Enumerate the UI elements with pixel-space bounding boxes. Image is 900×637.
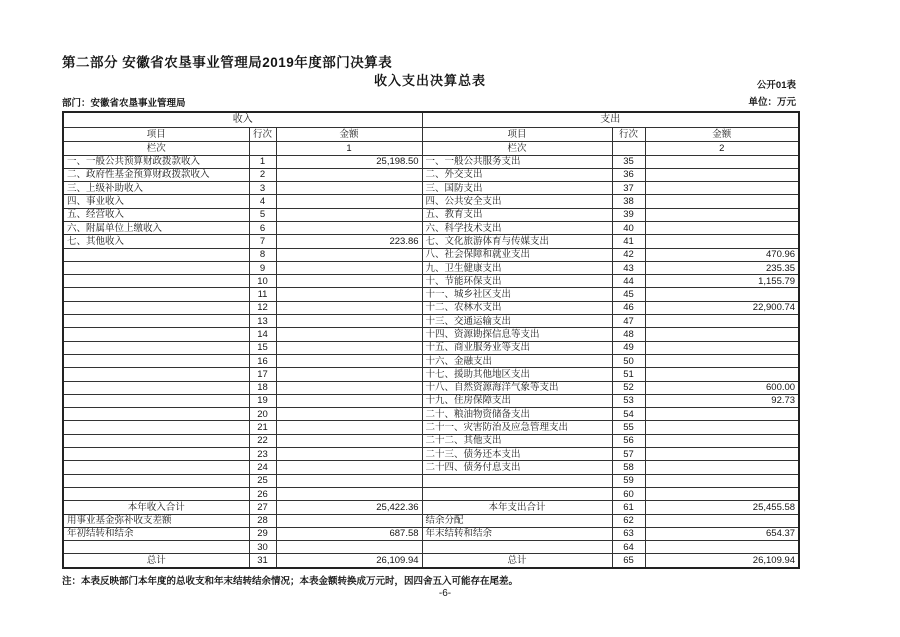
- table-title: 收入支出决算总表: [373, 73, 486, 88]
- income-section-header: 收入: [63, 112, 422, 127]
- income-item-cell: 总计: [63, 554, 249, 568]
- income-item-cell: 六、附属单位上缴收入: [63, 221, 249, 234]
- income-item-cell: [63, 448, 249, 461]
- income-amount-cell: [276, 195, 422, 208]
- expense-item-cell: 一、一般公共服务支出: [422, 155, 612, 168]
- income-amount-cell: [276, 328, 422, 341]
- income-amount-cell: [276, 261, 422, 274]
- income-amount-cell: [276, 541, 422, 554]
- income-item-cell: 三、上级补助收入: [63, 182, 249, 195]
- expense-item-cell: 本年支出合计: [422, 501, 612, 514]
- expense-line-cell: 37: [612, 182, 645, 195]
- income-line-cell: 5: [249, 208, 276, 221]
- expense-line-cell: 64: [612, 541, 645, 554]
- income-line-cell: 6: [249, 221, 276, 234]
- expense-line-cell: 51: [612, 368, 645, 381]
- expense-item-cell: 三、国防支出: [422, 182, 612, 195]
- income-item-cell: 五、经营收入: [63, 208, 249, 221]
- income-line-cell: 7: [249, 235, 276, 248]
- income-item-cell: [63, 541, 249, 554]
- income-line-cell: 22: [249, 434, 276, 447]
- income-item-cell: [63, 368, 249, 381]
- expense-section-header: 支出: [422, 112, 799, 127]
- table-row: [63, 261, 799, 274]
- expense-amount-cell: [645, 434, 799, 447]
- income-item-cell: 七、其他收入: [63, 235, 249, 248]
- expense-line-cell: 50: [612, 354, 645, 367]
- expense-item-cell: 十八、自然资源海洋气象等支出: [422, 381, 612, 394]
- income-item-cell: [63, 354, 249, 367]
- income-item-cell: [63, 315, 249, 328]
- income-line-cell: 2: [249, 168, 276, 181]
- expense-amount-cell: [645, 341, 799, 354]
- table-row: [63, 461, 799, 474]
- income-amount-cell: [276, 474, 422, 487]
- income-line-cell: 31: [249, 554, 276, 568]
- expense-index-label: 栏次: [422, 141, 612, 155]
- expense-item-cell: 十四、资源勘探信息等支出: [422, 328, 612, 341]
- income-item-cell: [63, 261, 249, 274]
- expense-amount-cell: [645, 221, 799, 234]
- expense-item-cell: 二十三、债务还本支出: [422, 448, 612, 461]
- expense-line-cell: 44: [612, 275, 645, 288]
- expense-item-cell: 十二、农林水支出: [422, 301, 612, 314]
- expense-item-cell: 八、社会保障和就业支出: [422, 248, 612, 261]
- table-row: [63, 448, 799, 461]
- income-line-cell: 25: [249, 474, 276, 487]
- income-col-item-header: 项目: [63, 127, 249, 141]
- income-line-cell: 9: [249, 261, 276, 274]
- table-row: [63, 554, 799, 568]
- expense-amount-cell: [645, 461, 799, 474]
- table-row: [63, 182, 799, 195]
- expense-col-amount-header: 金额: [645, 127, 799, 141]
- table-row: [63, 235, 799, 248]
- income-amount-cell: [276, 354, 422, 367]
- income-line-cell: 16: [249, 354, 276, 367]
- table-row: [63, 501, 799, 514]
- expense-line-cell: 60: [612, 487, 645, 500]
- expense-amount-cell: [645, 315, 799, 328]
- expense-item-cell: 六、科学技术支出: [422, 221, 612, 234]
- income-line-cell: 24: [249, 461, 276, 474]
- expense-item-cell: 总计: [422, 554, 612, 568]
- expense-amount-cell: 654.37: [645, 527, 799, 540]
- income-amount-cell: [276, 315, 422, 328]
- expense-line-cell: 54: [612, 408, 645, 421]
- income-index-line-empty: [249, 141, 276, 155]
- income-item-cell: 本年收入合计: [63, 501, 249, 514]
- income-index-label: 栏次: [63, 141, 249, 155]
- expense-line-cell: 36: [612, 168, 645, 181]
- expense-item-cell: 七、文化旅游体育与传媒支出: [422, 235, 612, 248]
- expense-item-cell: [422, 487, 612, 500]
- expense-amount-cell: 1,155.79: [645, 275, 799, 288]
- expense-line-cell: 53: [612, 394, 645, 407]
- expense-line-cell: 62: [612, 514, 645, 527]
- expense-col-item-header: 项目: [422, 127, 612, 141]
- expense-column-number: 2: [645, 141, 799, 155]
- income-amount-cell: [276, 221, 422, 234]
- footnote: 注：本表反映部门本年度的总收支和年末结转结余情况；本表金额转换成万元时，因四舍五入可能存在尾差。: [62, 576, 519, 587]
- income-amount-cell: [276, 208, 422, 221]
- expense-item-cell: 二十、粮油物资储备支出: [422, 408, 612, 421]
- expense-line-cell: 48: [612, 328, 645, 341]
- table-row: [63, 368, 799, 381]
- expense-line-cell: 65: [612, 554, 645, 568]
- expense-item-cell: 十五、商业服务业等支出: [422, 341, 612, 354]
- expense-line-cell: 52: [612, 381, 645, 394]
- expense-line-cell: 45: [612, 288, 645, 301]
- table-row: [63, 487, 799, 500]
- expense-amount-cell: [645, 354, 799, 367]
- table-row: [63, 328, 799, 341]
- income-item-cell: [63, 301, 249, 314]
- table-row: [63, 208, 799, 221]
- table-row: [63, 354, 799, 367]
- income-amount-cell: [276, 514, 422, 527]
- table-row: [63, 434, 799, 447]
- expense-line-cell: 42: [612, 248, 645, 261]
- income-amount-cell: [276, 275, 422, 288]
- income-line-cell: 26: [249, 487, 276, 500]
- table-row: [63, 474, 799, 487]
- income-line-cell: 11: [249, 288, 276, 301]
- expense-line-cell: 49: [612, 341, 645, 354]
- expense-item-cell: 二十四、债务付息支出: [422, 461, 612, 474]
- income-line-cell: 30: [249, 541, 276, 554]
- expense-amount-cell: 470.96: [645, 248, 799, 261]
- expense-item-cell: 四、公共安全支出: [422, 195, 612, 208]
- document-title: 第二部分 安徽省农垦事业管理局2019年度部门决算表: [62, 55, 393, 70]
- expense-item-cell: 十六、金融支出: [422, 354, 612, 367]
- income-line-cell: 3: [249, 182, 276, 195]
- income-amount-cell: [276, 301, 422, 314]
- income-line-cell: 20: [249, 408, 276, 421]
- income-amount-cell: [276, 381, 422, 394]
- table-code-label: 公开01表: [756, 80, 796, 91]
- income-amount-cell: [276, 288, 422, 301]
- expense-line-cell: 46: [612, 301, 645, 314]
- expense-line-cell: 40: [612, 221, 645, 234]
- expense-item-cell: 十三、交通运输支出: [422, 315, 612, 328]
- income-item-cell: 二、政府性基金预算财政拨款收入: [63, 168, 249, 181]
- expense-line-cell: 57: [612, 448, 645, 461]
- table-row: [63, 541, 799, 554]
- income-amount-cell: 687.58: [276, 527, 422, 540]
- income-item-cell: 用事业基金弥补收支差额: [63, 514, 249, 527]
- income-amount-cell: [276, 408, 422, 421]
- column-header-row: [63, 127, 799, 141]
- expense-amount-cell: [645, 421, 799, 434]
- expense-amount-cell: [645, 182, 799, 195]
- table-row: [63, 527, 799, 540]
- expense-line-cell: 63: [612, 527, 645, 540]
- income-line-cell: 14: [249, 328, 276, 341]
- expense-amount-cell: [645, 487, 799, 500]
- expense-amount-cell: 92.73: [645, 394, 799, 407]
- expense-amount-cell: 26,109.94: [645, 554, 799, 568]
- table-row: [63, 155, 799, 168]
- income-amount-cell: [276, 182, 422, 195]
- income-item-cell: 年初结转和结余: [63, 527, 249, 540]
- expense-item-cell: [422, 474, 612, 487]
- expense-amount-cell: [645, 195, 799, 208]
- table-row: [63, 341, 799, 354]
- expense-amount-cell: [645, 541, 799, 554]
- income-line-cell: 4: [249, 195, 276, 208]
- income-amount-cell: 25,422.36: [276, 501, 422, 514]
- expense-amount-cell: [645, 448, 799, 461]
- income-amount-cell: [276, 248, 422, 261]
- expense-amount-cell: [645, 235, 799, 248]
- income-line-cell: 28: [249, 514, 276, 527]
- expense-amount-cell: [645, 288, 799, 301]
- income-amount-cell: [276, 487, 422, 500]
- expense-line-cell: 58: [612, 461, 645, 474]
- expense-item-cell: [422, 541, 612, 554]
- expense-amount-cell: [645, 408, 799, 421]
- income-line-cell: 1: [249, 155, 276, 168]
- income-line-cell: 12: [249, 301, 276, 314]
- income-amount-cell: [276, 394, 422, 407]
- table-row: [63, 288, 799, 301]
- expense-item-cell: 二十一、灾害防治及应急管理支出: [422, 421, 612, 434]
- income-col-amount-header: 金额: [276, 127, 422, 141]
- expense-amount-cell: 235.35: [645, 261, 799, 274]
- income-amount-cell: 223.86: [276, 235, 422, 248]
- summary-table: [62, 111, 800, 569]
- expense-line-cell: 41: [612, 235, 645, 248]
- income-item-cell: [63, 434, 249, 447]
- income-item-cell: 一、一般公共预算财政拨款收入: [63, 155, 249, 168]
- income-amount-cell: 25,198.50: [276, 155, 422, 168]
- expense-line-cell: 47: [612, 315, 645, 328]
- table-row: [63, 248, 799, 261]
- income-item-cell: [63, 474, 249, 487]
- income-item-cell: [63, 288, 249, 301]
- table-row: [63, 275, 799, 288]
- expense-amount-cell: 22,900.74: [645, 301, 799, 314]
- table-row: [63, 421, 799, 434]
- expense-amount-cell: [645, 208, 799, 221]
- expense-amount-cell: [645, 474, 799, 487]
- expense-amount-cell: [645, 368, 799, 381]
- income-item-cell: [63, 341, 249, 354]
- expense-index-line-empty: [612, 141, 645, 155]
- income-amount-cell: [276, 368, 422, 381]
- income-line-cell: 8: [249, 248, 276, 261]
- expense-line-cell: 59: [612, 474, 645, 487]
- income-line-cell: 13: [249, 315, 276, 328]
- income-line-cell: 27: [249, 501, 276, 514]
- income-line-cell: 18: [249, 381, 276, 394]
- section-header-row: [63, 112, 799, 127]
- expense-item-cell: 二十二、其他支出: [422, 434, 612, 447]
- expense-item-cell: 十七、援助其他地区支出: [422, 368, 612, 381]
- income-amount-cell: [276, 421, 422, 434]
- income-line-cell: 23: [249, 448, 276, 461]
- income-item-cell: [63, 275, 249, 288]
- page-number: -6-: [438, 588, 452, 599]
- expense-line-cell: 43: [612, 261, 645, 274]
- table-row: [63, 394, 799, 407]
- expense-amount-cell: [645, 155, 799, 168]
- expense-line-cell: 55: [612, 421, 645, 434]
- expense-amount-cell: [645, 514, 799, 527]
- income-item-cell: [63, 408, 249, 421]
- expense-line-cell: 56: [612, 434, 645, 447]
- expense-amount-cell: 25,455.58: [645, 501, 799, 514]
- income-amount-cell: [276, 448, 422, 461]
- income-item-cell: [63, 248, 249, 261]
- income-line-cell: 21: [249, 421, 276, 434]
- income-line-cell: 17: [249, 368, 276, 381]
- income-item-cell: 四、事业收入: [63, 195, 249, 208]
- income-amount-cell: [276, 434, 422, 447]
- table-row: [63, 168, 799, 181]
- expense-item-cell: 十一、城乡社区支出: [422, 288, 612, 301]
- expense-item-cell: 十九、住房保障支出: [422, 394, 612, 407]
- table-row: [63, 408, 799, 421]
- income-item-cell: [63, 461, 249, 474]
- expense-amount-cell: [645, 328, 799, 341]
- table-row: [63, 195, 799, 208]
- table-row: [63, 301, 799, 314]
- income-column-number: 1: [276, 141, 422, 155]
- income-amount-cell: 26,109.94: [276, 554, 422, 568]
- income-item-cell: [63, 394, 249, 407]
- expense-item-cell: 年末结转和结余: [422, 527, 612, 540]
- income-item-cell: [63, 487, 249, 500]
- department-label: 部门：安徽省农垦事业管理局: [62, 98, 186, 109]
- income-amount-cell: [276, 341, 422, 354]
- income-line-cell: 10: [249, 275, 276, 288]
- table-row: [63, 381, 799, 394]
- income-line-cell: 15: [249, 341, 276, 354]
- unit-label: 单位：万元: [748, 97, 796, 108]
- expense-line-cell: 38: [612, 195, 645, 208]
- income-item-cell: [63, 421, 249, 434]
- expense-amount-cell: [645, 168, 799, 181]
- income-item-cell: [63, 381, 249, 394]
- expense-line-cell: 39: [612, 208, 645, 221]
- income-amount-cell: [276, 168, 422, 181]
- column-index-row: [63, 141, 799, 155]
- income-amount-cell: [276, 461, 422, 474]
- table-body: [63, 155, 799, 568]
- expense-item-cell: 九、卫生健康支出: [422, 261, 612, 274]
- income-line-cell: 29: [249, 527, 276, 540]
- expense-line-cell: 61: [612, 501, 645, 514]
- expense-item-cell: 五、教育支出: [422, 208, 612, 221]
- expense-amount-cell: 600.00: [645, 381, 799, 394]
- table-row: [63, 514, 799, 527]
- expense-item-cell: 结余分配: [422, 514, 612, 527]
- expense-line-cell: 35: [612, 155, 645, 168]
- expense-item-cell: 十、节能环保支出: [422, 275, 612, 288]
- table-row: [63, 315, 799, 328]
- income-col-line-header: 行次: [249, 127, 276, 141]
- expense-col-line-header: 行次: [612, 127, 645, 141]
- income-line-cell: 19: [249, 394, 276, 407]
- income-item-cell: [63, 328, 249, 341]
- table-row: [63, 221, 799, 234]
- expense-item-cell: 二、外交支出: [422, 168, 612, 181]
